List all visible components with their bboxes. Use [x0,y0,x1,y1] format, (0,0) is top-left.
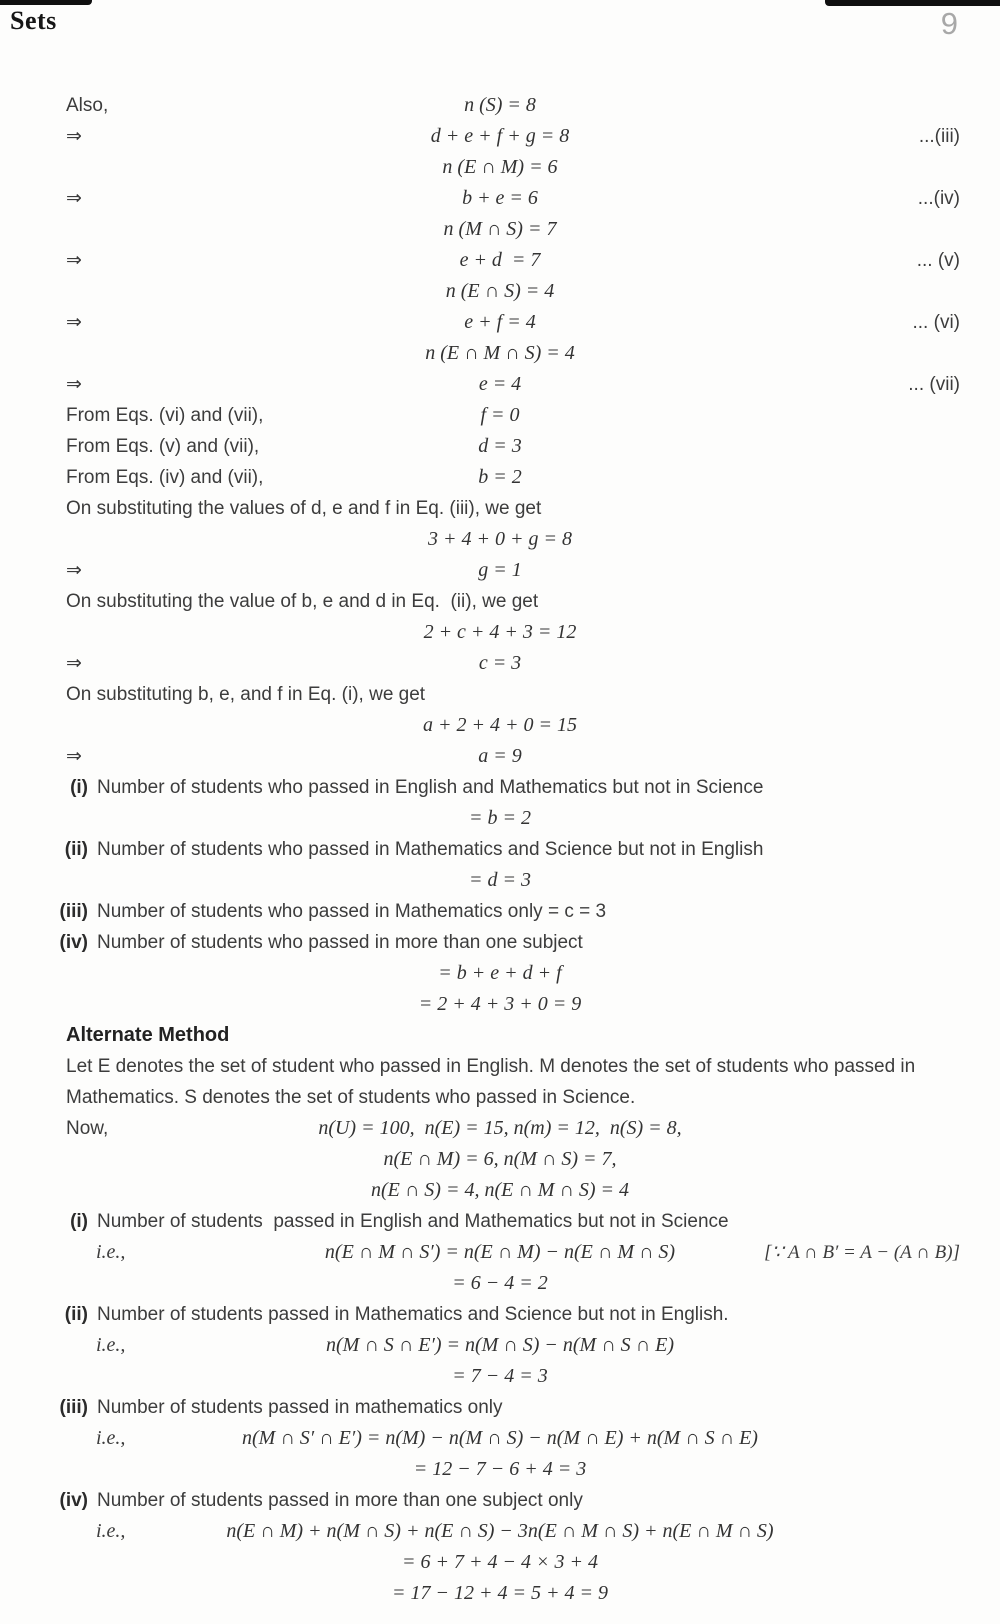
item-number: (i) [70,1211,88,1232]
eq-line [40,307,960,338]
item-number: (iii) [59,1397,88,1418]
item-line [40,834,960,865]
eq-line [40,803,960,834]
item-number: (ii) [64,1304,88,1325]
equation-text: n(E ∩ M) + n(M ∩ S) + n(E ∩ S) − 3n(E ∩ M ∩ S) + n(E ∩ M ∩ S) [226,1520,774,1542]
body-text: On substituting the values of d, e and f in Eq. (iii), we get [66,498,542,519]
item-text: Number of students passed in Mathematics and Science but not in English. [97,1304,729,1325]
eq-line [40,1547,960,1578]
item-number: (iv) [59,932,88,953]
item-number: (iv) [59,1490,88,1511]
eq-line [40,617,960,648]
equation-ref-tag: ... (v) [916,250,960,271]
equation-text: = b + e + d + f [438,962,562,984]
equation-left-label: ⇒ [66,250,82,271]
ie-label: i.e., [96,1241,126,1263]
equation-left-label: ⇒ [66,374,82,395]
item-text: Number of students passed in mathematics only [97,1397,503,1418]
item-line [40,1392,960,1423]
equation-text: n(M ∩ S ∩ E′) = n(M ∩ S) − n(M ∩ S ∩ E) [326,1334,674,1356]
equation-text: = b = 2 [469,807,531,829]
equation-text: n (S) = 8 [464,94,536,116]
scan-artifact-top-left [0,0,92,5]
body-text: On substituting the value of b, e and d in Eq. (ii), we get [66,591,539,612]
equation-side-note: [∵ A ∩ B′ = A − (A ∩ B)] [764,1242,960,1263]
chapter-title: Sets [10,6,57,35]
equation-text: = 7 − 4 = 3 [452,1365,548,1387]
equation-text: n (M ∩ S) = 7 [443,218,557,240]
body-line [40,493,960,524]
equation-text: c = 3 [478,652,522,674]
item-text: Number of students who passed in English and Mathematics but not in Science [97,777,764,798]
item-line [40,772,960,803]
equation-left-label: ⇒ [66,653,82,674]
equation-ref-tag: ...(iv) [917,188,960,209]
equation-text: 2 + c + 4 + 3 = 12 [423,621,577,643]
equation-ref-tag: ...(iii) [918,126,960,147]
ie-label: i.e., [96,1334,126,1356]
ie-label: i.e., [96,1427,126,1449]
item-line [40,896,960,927]
ie-line [40,1516,960,1547]
equation-text: a + 2 + 4 + 0 = 15 [423,714,577,736]
equation-text: = 6 + 7 + 4 − 4 × 3 + 4 [402,1551,598,1573]
body-line [40,679,960,710]
ie-label: i.e., [96,1520,126,1542]
eq-line [40,1113,960,1144]
scan-artifact-top-right [825,0,1000,6]
eq-line [40,214,960,245]
eq-line [40,338,960,369]
item-line [40,1206,960,1237]
eq-line [40,121,960,152]
equation-text: n(U) = 100, n(E) = 15, n(m) = 12, n(S) = 8, [318,1117,682,1139]
equation-text: e + f = 4 [464,311,536,333]
equation-left-label: ⇒ [66,188,82,209]
eq-line [40,369,960,400]
item-text: Number of students passed in English and Mathematics but not in Science [97,1211,729,1232]
equation-left-label: From Eqs. (vi) and (vii), [66,405,264,426]
eq-line [40,245,960,276]
heading-text: Alternate Method [66,1024,230,1046]
eq-line [40,1578,960,1609]
eq-line [40,958,960,989]
eq-line [40,524,960,555]
eq-line [40,648,960,679]
ie-line [40,1423,960,1454]
equation-left-label: ⇒ [66,126,82,147]
equation-left-label: From Eqs. (v) and (vii), [66,436,260,457]
equation-text: n (E ∩ M) = 6 [442,156,558,178]
eq-line [40,1175,960,1206]
equation-text: e = 4 [478,373,522,395]
equation-text: n (E ∩ M ∩ S) = 4 [425,342,575,364]
equation-left-label: ⇒ [66,312,82,333]
ie-line [40,1237,960,1268]
equation-text: = 2 + 4 + 3 + 0 = 9 [418,993,582,1015]
equation-ref-tag: ... (vi) [912,312,960,333]
equation-text: 3 + 4 + 0 + g = 8 [428,528,572,550]
eq-line [40,431,960,462]
equation-left-label: From Eqs. (iv) and (vii), [66,467,264,488]
heading-line [40,1020,960,1051]
equation-text: b + e = 6 [462,187,538,209]
equation-text: n(E ∩ M ∩ S′) = n(E ∩ M) − n(E ∩ M ∩ S) [324,1241,676,1263]
body-text: On substituting b, e, and f in Eq. (i), we get [66,684,426,705]
item-line [40,1485,960,1516]
equation-text: g = 1 [478,559,522,581]
item-number: (i) [70,777,88,798]
body-line [40,1051,960,1113]
eq-line [40,989,960,1020]
equation-text: = d = 3 [469,869,531,891]
equation-text: n(M ∩ S′ ∩ E′) = n(M) − n(M ∩ S) − n(M ∩ E) + n(M ∩ S ∩ E) [242,1427,758,1449]
eq-line [40,1454,960,1485]
equation-text: d = 3 [478,435,522,457]
eq-line [40,183,960,214]
equation-text: n(E ∩ S) = 4, n(E ∩ M ∩ S) = 4 [370,1179,630,1201]
eq-line [40,865,960,896]
equation-text: = 6 − 4 = 2 [452,1272,548,1294]
equation-text: n (E ∩ S) = 4 [445,280,555,302]
equation-left-label: Also, [66,95,109,116]
equation-text: a = 9 [478,745,522,767]
item-text: Number of students who passed in Mathematics only = c = 3 [97,901,607,922]
equation-left-label: ⇒ [66,560,82,581]
equation-ref-tag: ... (vii) [908,374,960,395]
item-number: (ii) [64,839,88,860]
eq-line [40,152,960,183]
item-number: (iii) [59,901,88,922]
equation-text: e + d = 7 [459,249,541,271]
equation-text: = 17 − 12 + 4 = 5 + 4 = 9 [392,1582,608,1604]
content [0,50,1000,1609]
eq-line [40,741,960,772]
equation-text: f = 0 [480,404,520,426]
eq-line [40,1361,960,1392]
eq-line [40,400,960,431]
equation-left-label: Now, [66,1118,109,1139]
item-text: Number of students who passed in Mathematics and Science but not in English [97,839,764,860]
item-line [40,1299,960,1330]
equation-text: n(E ∩ M) = 6, n(M ∩ S) = 7, [383,1148,617,1170]
page-number: 9 [940,6,958,41]
equation-text: b = 2 [478,466,522,488]
body-line [40,586,960,617]
eq-line [40,1268,960,1299]
eq-line [40,1144,960,1175]
eq-line [40,90,960,121]
eq-line [40,555,960,586]
eq-line [40,710,960,741]
page-header [0,0,1000,50]
item-text: Number of students passed in more than one subject only [97,1490,583,1511]
eq-line [40,276,960,307]
eq-line [40,462,960,493]
equation-text: d + e + f + g = 8 [430,125,570,147]
ie-line [40,1330,960,1361]
equation-left-label: ⇒ [66,746,82,767]
item-line [40,927,960,958]
equation-text: = 12 − 7 − 6 + 4 = 3 [413,1458,587,1480]
body-text: Let E denotes the set of student who passed in English. M denotes the set of students who passed in Mathematics. S denotes the set of students who passed in Science. [66,1056,921,1108]
item-text: Number of students who passed in more than one subject [97,932,583,953]
